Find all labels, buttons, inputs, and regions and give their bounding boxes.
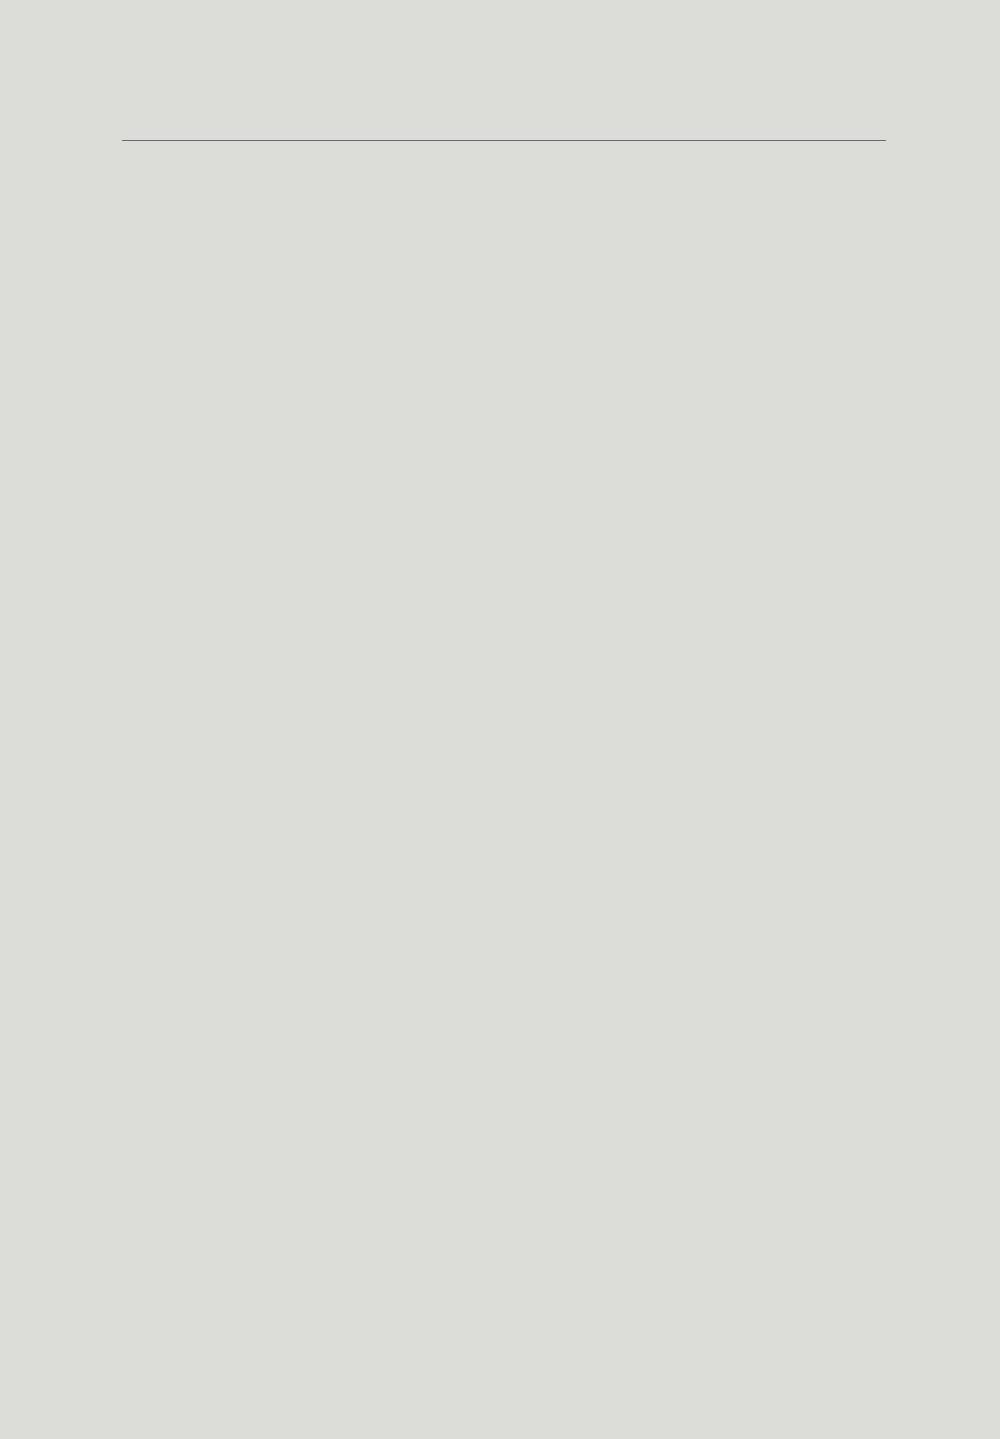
page-header — [122, 100, 886, 144]
header-rule — [122, 140, 886, 141]
